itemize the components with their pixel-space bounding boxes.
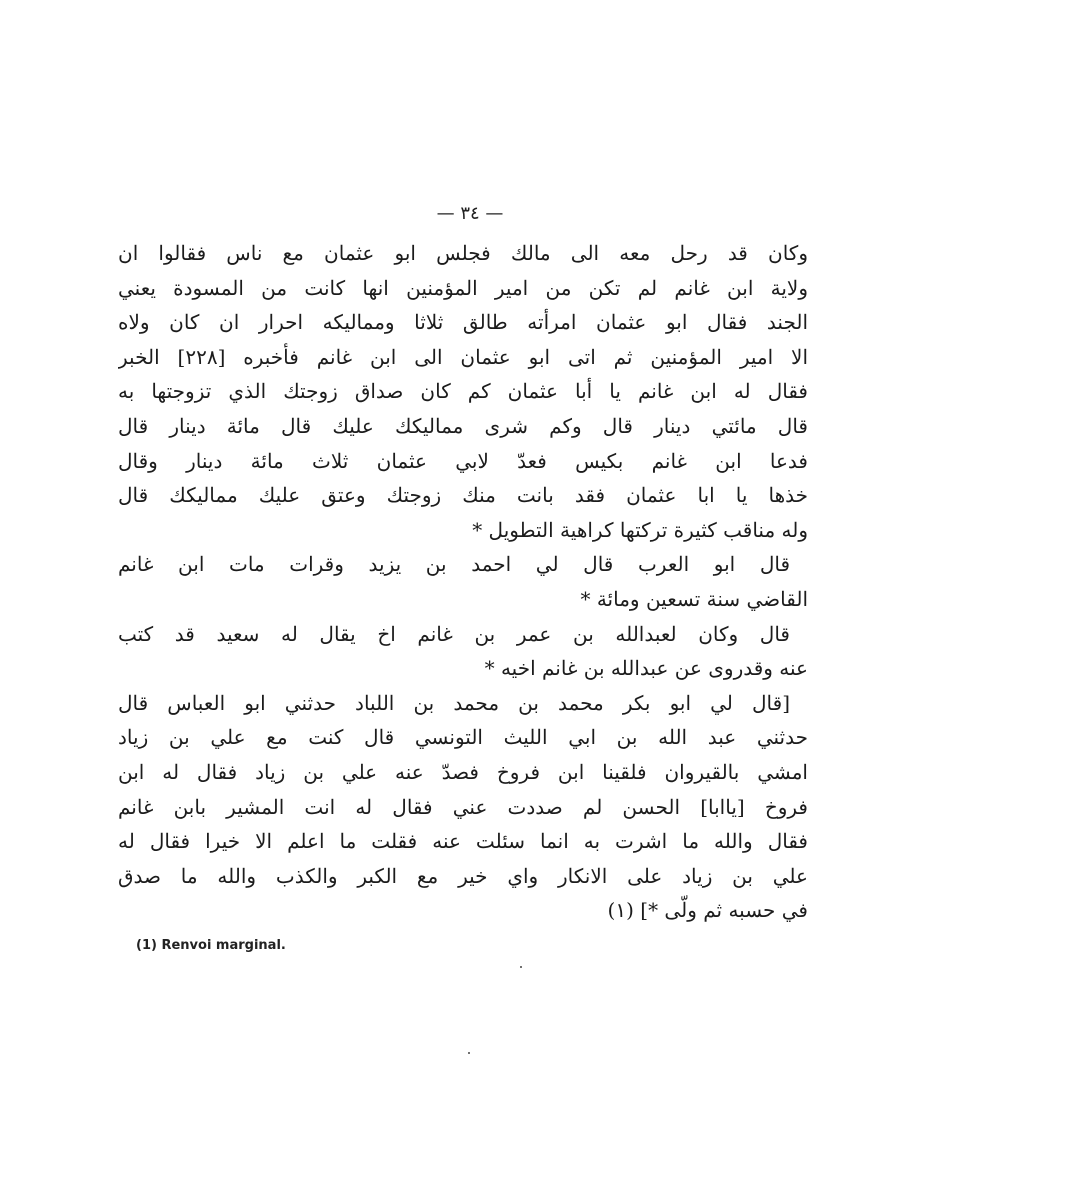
text-line: الجند فقال ابو عثمان امرأته طالق ثلاثا ومماليكه احرار ان كان ولاه [118,310,808,335]
text-line: في حسبه ثم ولّى *] (١) [607,898,808,923]
text-line: قال مائتي دينار قال وكم شرى مماليكك عليك قال مائة دينار قال [118,413,808,438]
scan-speck [468,1052,470,1054]
scan-speck [520,966,522,968]
text-line: [قال لي ابو بكر محمد بن محمد بن اللباد حدثني ابو العباس قال [118,690,790,715]
text-line: القاضي سنة تسعين ومائة * [580,586,808,611]
text-line: ولاية ابن غانم لم تكن من امير المؤمنين انها كانت من المسودة يعني [118,275,808,300]
text-line: خذها يا ابا عثمان فقد بانت منك زوجتك وعتق عليك مماليكك قال [118,483,808,508]
page-number: — ٣٤ — [436,203,504,224]
text-line: فقال والله ما اشرت به انما سئلت عنه فقلت ما اعلم الا خيرا فقال له [118,829,808,854]
text-line: فروخ [ياابا] الحسن لم صددت عني فقال له انت المشير بابن غانم [118,794,808,819]
text-line: عنه وقدروى عن عبدالله بن غانم اخيه * [484,656,808,681]
text-line: فدعا ابن غانم بكيس فعدّ لابي عثمان ثلاث مائة دينار وقال [118,448,808,473]
text-line: الا امير المؤمنين ثم اتى ابو عثمان الى ابن غانم فأخبره [٢٢٨] الخبر [118,344,808,369]
text-line: حدثني عبد الله بن ابي الليث التونسي قال كنت مع علي بن زياد [118,725,808,750]
text-line: امشي بالقيروان فلقينا ابن فروخ فصدّ عنه علي بن زياد فقال له ابن [118,759,808,784]
text-line: فقال له ابن غانم يا أبا عثمان كم كان صداق زوجتك الذي تزوجتها به [118,379,808,404]
footnote: (1) Renvoi marginal. [136,938,286,953]
text-line: قال وكان لعبدالله بن عمر بن غانم اخ يقال له سعيد قد كتب [118,621,790,646]
text-line: قال ابو العرب قال لي احمد بن يزيد وقرات مات ابن غانم [118,552,790,577]
text-line: وكان قد رحل معه الى مالك فجلس ابو عثمان مع ناس فقالوا ان [118,241,808,265]
arabic-text-body [118,236,808,928]
text-line: وله مناقب كثيرة تركتها كراهية التطويل * [472,517,808,542]
text-line: علي بن زياد على الانكار واي خير مع الكبر والكذب والله ما صدق [118,863,808,888]
